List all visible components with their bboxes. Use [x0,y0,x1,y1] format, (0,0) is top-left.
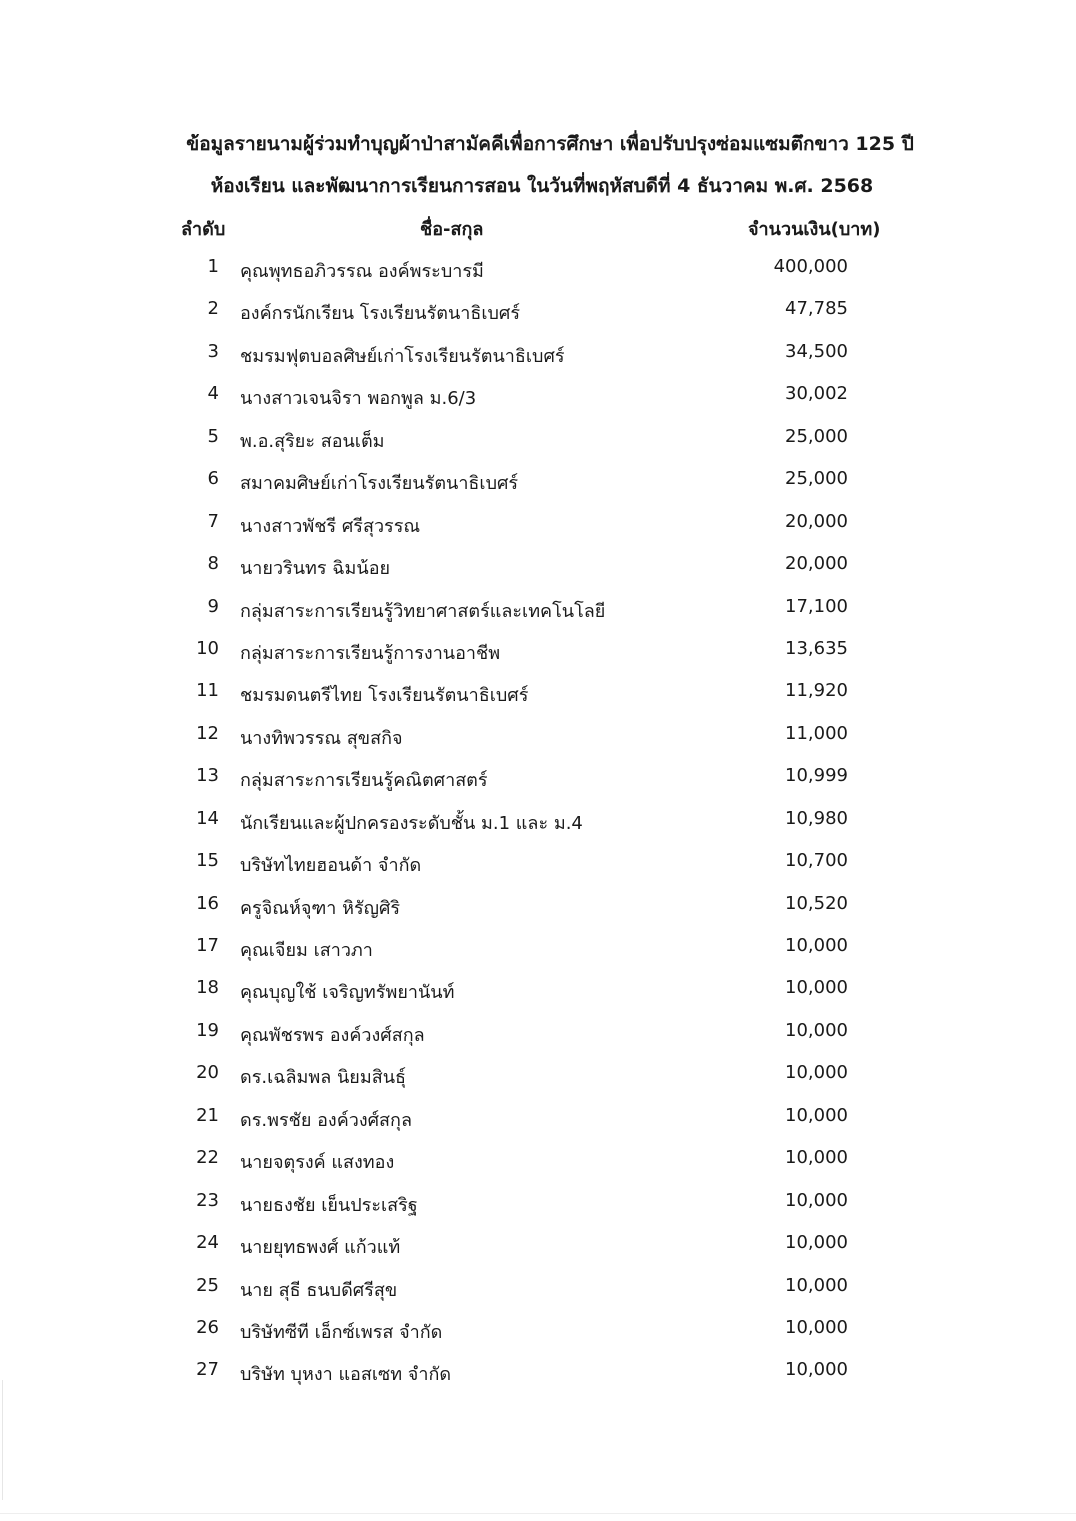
donor-name: นางสาวเจนจิรา พอกพูล ม.6/3 [240,388,477,410]
column-header-name: ชื่อ-สกุล [420,219,484,240]
table-row [0,424,1076,466]
donor-name: ดร.พรชัย องค์วงศ์สกุล [240,1109,412,1131]
donation-amount: 11,000 [785,722,848,744]
row-number: 1 [207,256,219,277]
donation-amount: 30,002 [785,383,848,405]
donor-name: นางทิพวรรณ สุขสกิจ [240,727,403,749]
row-number: 17 [196,935,219,956]
row-number: 24 [196,1232,219,1254]
row-number: 20 [196,1062,219,1084]
donor-name: นายวรินทร ฉิมน้อย [240,558,391,580]
row-number: 4 [207,383,219,405]
table-row [0,721,1076,763]
table-row [0,1060,1076,1102]
donation-amount: 10,000 [785,1189,848,1211]
donor-name: สมาคมศิษย์เก่าโรงเรียนรัตนาธิเบศร์ [240,473,519,495]
row-number: 25 [196,1274,219,1296]
donor-name: บริษัท บุหงา แอสเซท จำกัด [240,1364,452,1386]
table-row [0,933,1076,975]
donation-amount: 25,000 [785,425,848,447]
table-row [0,636,1076,678]
row-number: 11 [196,680,219,702]
scan-edge-bottom [0,1513,1076,1514]
donation-amount: 10,000 [785,1062,848,1084]
donation-amount: 47,785 [785,298,848,320]
donation-amount: 17,100 [785,595,848,617]
row-number: 6 [207,468,219,490]
donation-amount: 10,000 [785,1019,848,1041]
table-row [0,1145,1076,1187]
donation-amount: 10,520 [785,892,848,914]
donor-name: นายธงชัย เย็นประเสริฐ [240,1194,418,1216]
donor-name: นายจตุรงค์ แสงทอง [240,1152,395,1174]
table-row [0,678,1076,720]
table-row [0,594,1076,636]
donation-amount: 20,000 [785,510,848,532]
donation-amount: 10,000 [785,1274,848,1296]
table-row [0,848,1076,890]
table-row [0,1315,1076,1357]
donor-name: ชมรมดนตรีไทย โรงเรียนรัตนาธิเบศร์ [240,685,529,707]
row-number: 22 [196,1147,219,1169]
table-row [0,1230,1076,1272]
donor-table-body [0,254,1076,1400]
donation-amount: 13,635 [785,637,848,659]
row-number: 18 [196,977,219,999]
row-number: 14 [196,807,219,829]
table-row [0,1357,1076,1399]
donor-name: ดร.เฉลิมพล นิยมสินธุ์ [240,1067,406,1089]
donation-amount: 10,700 [785,850,848,872]
donation-amount: 10,000 [785,935,848,956]
table-row [0,466,1076,508]
row-number: 5 [207,425,219,447]
donation-amount: 25,000 [785,468,848,490]
table-row [0,381,1076,423]
donor-name: นาย สุธี ธนบดีศรีสุข [240,1279,398,1301]
donation-amount: 400,000 [773,256,848,277]
column-header-amount: จำนวนเงิน(บาท) [748,219,881,240]
row-number: 7 [207,510,219,532]
table-row [0,891,1076,933]
document-title-line-1: ข้อมูลรายนามผู้ร่วมทำบุญผ้าป่าสามัคคีเพื่อการศึกษา เพื่อปรับปรุงซ่อมแซมตึกขาว 125 ปี [186,133,914,155]
donation-amount: 10,980 [785,807,848,829]
donation-amount: 10,000 [785,977,848,999]
row-number: 26 [196,1316,219,1338]
donor-name: นางสาวพัชรี ศรีสุวรรณ [240,515,421,537]
table-row [0,763,1076,805]
donor-name: กลุ่มสาระการเรียนรู้วิทยาศาสตร์และเทคโนโลยี [240,600,606,622]
table-row [0,296,1076,338]
table-row [0,1103,1076,1145]
donor-name: นายยุทธพงศ์ แก้วแท้ [240,1237,401,1259]
row-number: 12 [196,722,219,744]
donor-name: นักเรียนและผู้ปกครองระดับชั้น ม.1 และ ม.4 [240,812,583,834]
table-row [0,806,1076,848]
table-row [0,1273,1076,1315]
row-number: 9 [207,595,219,617]
donor-name: คุณบุญใช้ เจริญทรัพยานันท์ [240,982,455,1004]
donor-name: กลุ่มสาระการเรียนรู้การงานอาชีพ [240,642,501,664]
row-number: 13 [196,765,219,787]
donation-amount: 34,500 [785,340,848,362]
table-row [0,254,1076,296]
donation-amount: 10,999 [785,765,848,787]
row-number: 2 [207,298,219,320]
donation-amount: 10,000 [785,1147,848,1169]
scan-edge-left [2,1380,3,1500]
row-number: 10 [196,637,219,659]
donation-amount: 20,000 [785,553,848,575]
table-row [0,1188,1076,1230]
donation-amount: 10,000 [785,1316,848,1338]
donor-name: บริษัทไทยฮอนด้า จำกัด [240,855,422,877]
table-row [0,339,1076,381]
donor-name: ครูจิณห์จุฑา หิรัญศิริ [240,897,401,919]
table-row [0,1018,1076,1060]
donor-name: องค์กรนักเรียน โรงเรียนรัตนาธิเบศร์ [240,303,521,325]
row-number: 21 [196,1104,219,1126]
row-number: 27 [196,1359,219,1381]
table-row [0,509,1076,551]
row-number: 8 [207,553,219,575]
donor-name: กลุ่มสาระการเรียนรู้คณิตศาสตร์ [240,770,488,792]
donation-amount: 10,000 [785,1104,848,1126]
donation-amount: 10,000 [785,1359,848,1381]
table-row [0,551,1076,593]
row-number: 16 [196,892,219,914]
row-number: 3 [207,340,219,362]
table-header [0,214,1076,244]
column-header-no: ลำดับ [181,219,226,240]
donor-name: คุณพุทธอภิวรรณ องค์พระบารมี [240,261,484,282]
donor-name: ชมรมฟุตบอลศิษย์เก่าโรงเรียนรัตนาธิเบศร์ [240,345,565,367]
donor-name: พ.อ.สุริยะ สอนเต็ม [240,430,385,452]
row-number: 19 [196,1019,219,1041]
document-title-line-2: ห้องเรียน และพัฒนาการเรียนการสอน ในวันที่พฤหัสบดีที่ 4 ธันวาคม พ.ศ. 2568 [210,175,874,197]
donation-amount: 11,920 [785,680,848,702]
donation-amount: 10,000 [785,1232,848,1254]
row-number: 15 [196,850,219,872]
donor-name: คุณพัชรพร องค์วงศ์สกุล [240,1024,425,1046]
row-number: 23 [196,1189,219,1211]
table-row [0,975,1076,1017]
donor-name: คุณเจียม เสาวภา [240,940,373,961]
donor-name: บริษัทซีที เอ็กซ์เพรส จำกัด [240,1321,443,1343]
